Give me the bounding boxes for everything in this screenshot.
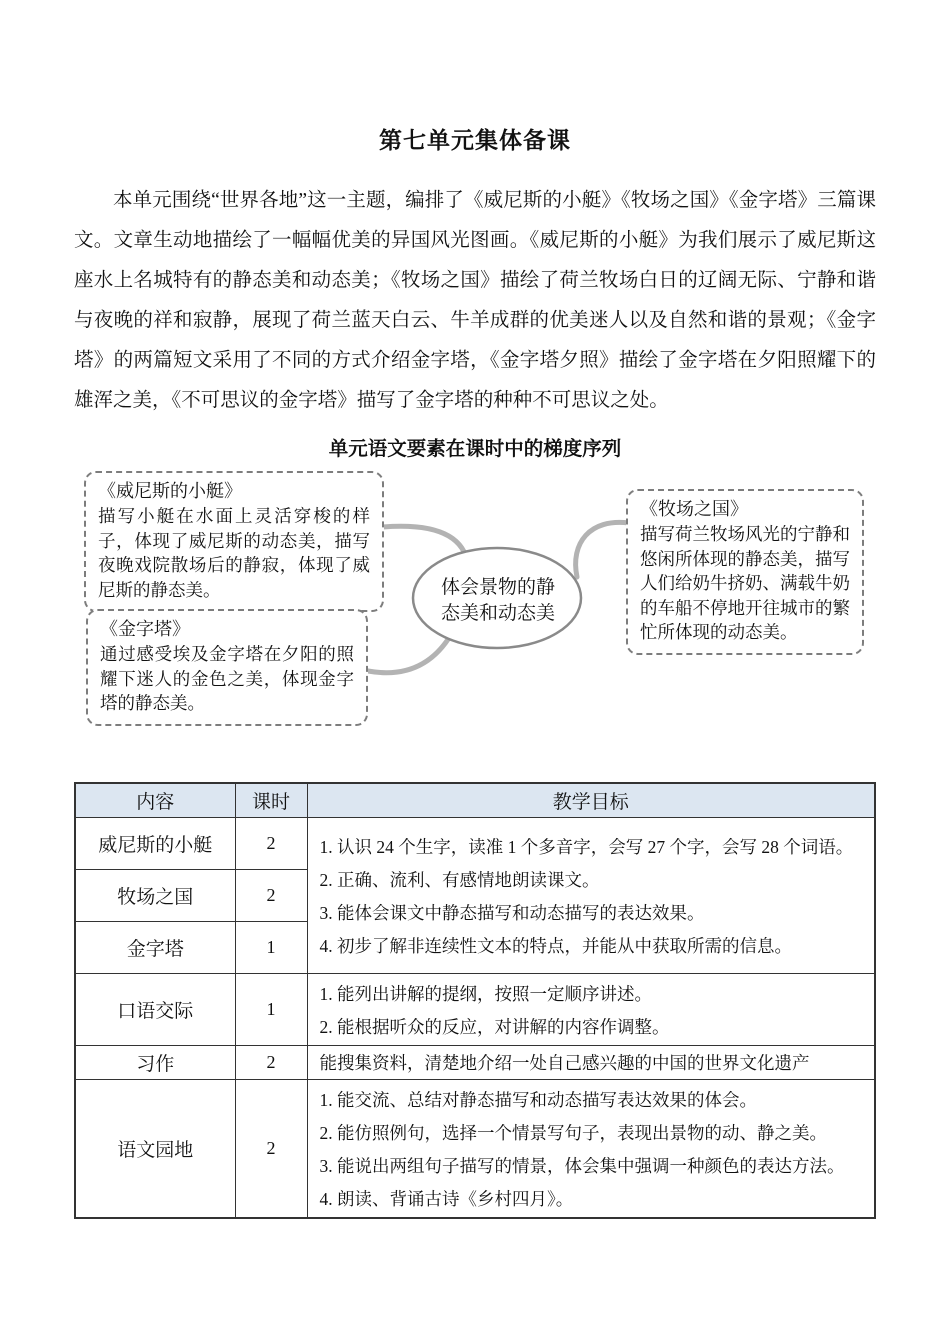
node-title: 《牧场之国》 [640, 499, 748, 519]
hours-cell: 1 [235, 973, 307, 1045]
content-cell: 威尼斯的小艇 [75, 817, 235, 869]
page-title: 第七单元集体备课 [379, 127, 571, 153]
goals-cell [307, 973, 875, 1045]
hours-cell: 2 [235, 1079, 307, 1218]
goal-item: 4. 朗读、背诵古诗《乡村四月》。 [319, 1188, 574, 1209]
hours-cell: 2 [235, 817, 307, 869]
content-cell: 习作 [75, 1045, 235, 1079]
diagram-node-ranch [626, 489, 864, 655]
connector-pyramid-line [368, 633, 452, 673]
unit-plan-table [74, 782, 876, 1219]
content-cell: 牧场之国 [75, 869, 235, 921]
diagram-center-label: 体会景物的静态美和动态美 [440, 577, 555, 624]
mind-map-diagram [0, 465, 950, 740]
content-cell: 语文园地 [75, 1079, 235, 1218]
goals-cell [307, 1079, 875, 1218]
column-header-goals: 教学目标 [307, 783, 875, 817]
hours-cell: 2 [235, 1045, 307, 1079]
hours-cell: 2 [235, 869, 307, 921]
diagram-node-venice [84, 471, 384, 612]
connector-ranch-line [576, 522, 629, 577]
node-text: 通过感受埃及金字塔在夕阳的照耀下迷人的金色之美，体现金字塔的静态美。 [100, 644, 354, 713]
goal-item: 3. 能体会课文中静态描写和动态描写的表达效果。 [319, 902, 705, 923]
table-row [75, 1079, 875, 1218]
goal-item: 1. 能列出讲解的提纲，按照一定顺序讲述。 [319, 983, 652, 1004]
diagram-node-pyramid [86, 609, 368, 726]
content-cell: 口语交际 [75, 973, 235, 1045]
goal-item: 能搜集资料，清楚地介绍一处自己感兴趣的中国的世界文化遗产 [319, 1052, 810, 1073]
node-title: 《威尼斯的小艇》 [98, 481, 242, 501]
goal-item: 1. 认识 24 个生字，读准 1 个多音字，会写 27 个字，会写 28 个词语。 [319, 836, 854, 857]
table-row [75, 817, 875, 869]
intro-paragraph: 本单元围绕“世界各地”这一主题，编排了《威尼斯的小艇》《牧场之国》《金字塔》三篇课文。文章生动地描绘了一幅幅优美的异国风光图画。《威尼斯的小艇》为我们展示了威尼斯这座水上名城特有的静态美和动态美；《牧场之国》描绘了荷兰牧场白日的辽阔无际、宁静和谐与夜晚的祥和寂静，展现了荷兰蓝天白云、牛羊成群的优美迷人以及自然和谐的景观；《金字塔》的两篇短文采用了不同的方式介绍金字塔，《金字塔夕照》描绘了金字塔在夕阳照耀下的雄浑之美，《不可思议的金字塔》描写了金字塔的种种不可思议之处。 [74, 190, 876, 411]
goal-item: 3. 能说出两组句子描写的情景，体会集中强调一种颜色的表达方法。 [319, 1155, 845, 1176]
goal-item: 2. 能仿照例句，选择一个情景写句子，表现出景物的动、静之美。 [319, 1122, 827, 1143]
table-header-row [75, 783, 875, 817]
hours-cell: 1 [235, 921, 307, 973]
goal-item: 4. 初步了解非连续性文本的特点，并能从中获取所需的信息。 [319, 935, 792, 956]
goals-cell-merged [307, 817, 875, 973]
goal-item: 2. 正确、流利、有感情地朗读课文。 [319, 869, 600, 890]
table-row [75, 1045, 875, 1079]
goals-cell [307, 1045, 875, 1079]
goal-item: 2. 能根据听众的反应，对讲解的内容作调整。 [319, 1016, 670, 1037]
content-cell: 金字塔 [75, 921, 235, 973]
node-text: 描写小艇在水面上灵活穿梭的样子，体现了威尼斯的动态美，描写夜晚戏院散场后的静寂，体现了威尼斯的静态美。 [98, 506, 370, 600]
column-header-hours: 课时 [235, 783, 307, 817]
goal-item: 1. 能交流、总结对静态描写和动态描写表达效果的体会。 [319, 1089, 757, 1110]
node-title: 《金字塔》 [100, 619, 190, 639]
diagram-title: 单元语文要素在课时中的梯度序列 [328, 438, 622, 460]
table-row [75, 973, 875, 1045]
column-header-content: 内容 [75, 783, 235, 817]
node-text: 描写荷兰牧场风光的宁静和悠闲所体现的静态美，描写人们给奶牛挤奶、满载牛奶的车船不停地开往城市的繁忙所体现的动态美。 [640, 524, 850, 642]
